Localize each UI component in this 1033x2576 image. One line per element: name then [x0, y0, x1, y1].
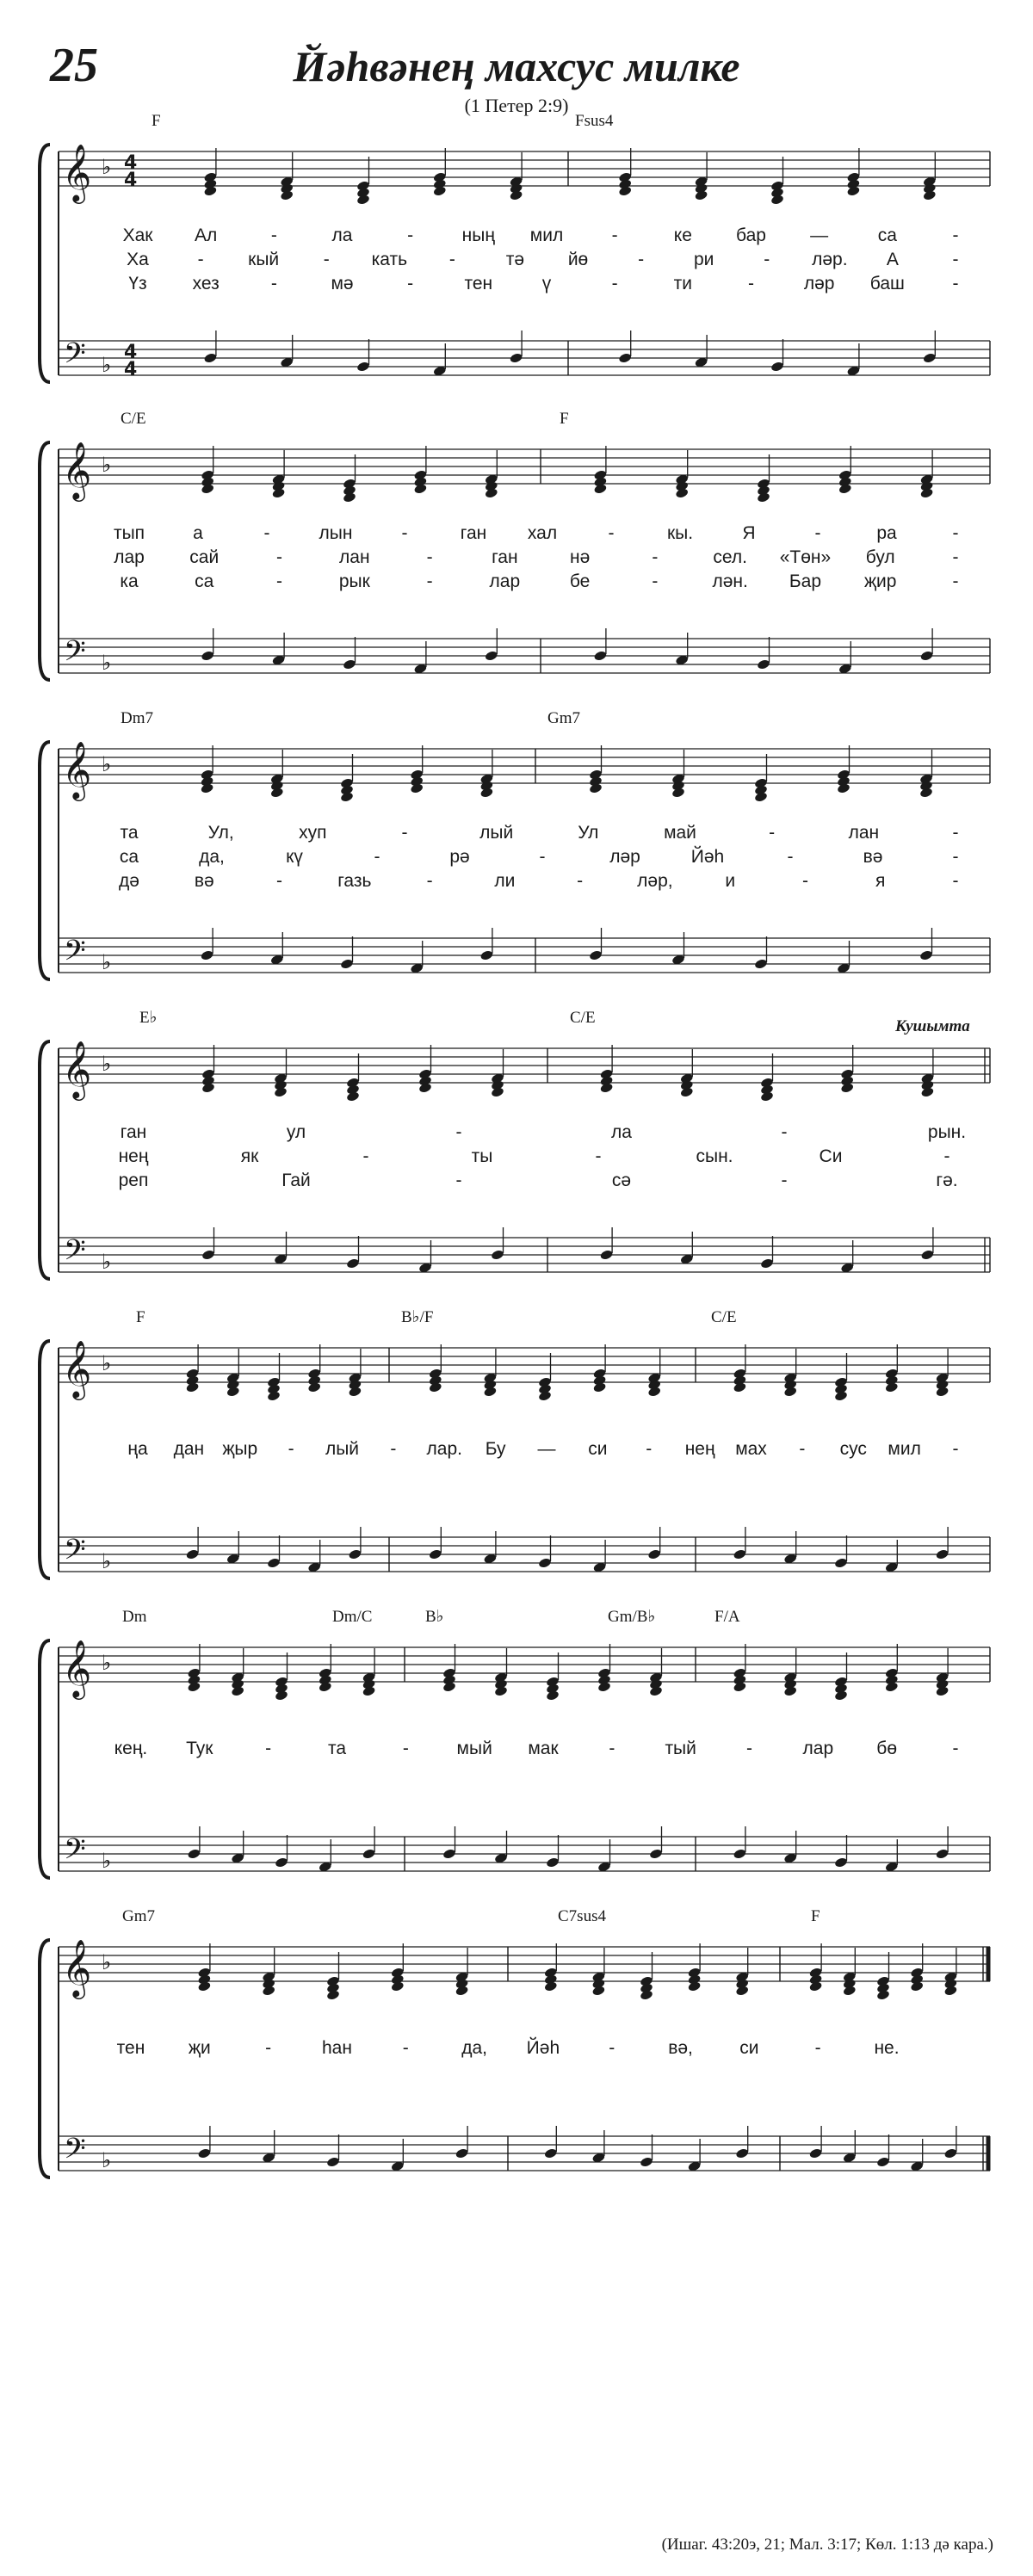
bass-notehead: [187, 1848, 201, 1859]
bass-notehead: [647, 1548, 661, 1560]
lyric-syllable: -: [769, 823, 776, 843]
rehearsal-mark: Кушымта: [895, 1017, 970, 1035]
lyric-syllable: -: [270, 274, 277, 293]
lyric-syllable: рык: [338, 571, 370, 591]
bass-clef-icon: 𝄢: [64, 1534, 86, 1573]
footnote-references: (Ишаг. 43:20э, 21; Мал. 3:17; Көл. 1:13 дә кара.): [661, 2536, 993, 2554]
lyric-syllable: Ал: [195, 225, 218, 245]
lyric-syllable: Йәһ: [690, 847, 725, 867]
lyric-syllable: ү: [541, 274, 552, 293]
lyric-syllable: -: [609, 2038, 615, 2058]
lyric-syllable: сын.: [696, 1146, 733, 1166]
lyric-syllable: нең: [118, 1146, 149, 1166]
lyric-syllable: да,: [461, 2038, 487, 2058]
lyric-syllable: -: [197, 250, 204, 269]
bass-notehead: [203, 352, 217, 363]
lyric-syllable: -: [270, 225, 277, 245]
bass-notehead: [599, 1249, 613, 1260]
lyric-syllable: -: [611, 274, 618, 293]
lyric-syllable: Бу: [485, 1439, 506, 1459]
lyric-syllable: Си: [819, 1146, 843, 1166]
lyric-syllable: тә: [505, 250, 525, 269]
lyric-syllable: -: [577, 871, 584, 891]
lyric-syllable: -: [276, 871, 283, 891]
lyric-syllable: -: [952, 823, 959, 843]
lyric-syllable: лын: [319, 523, 353, 543]
bass-notehead: [733, 1548, 746, 1560]
bass-notehead: [640, 2156, 653, 2167]
lyric-syllable: ләр: [609, 847, 640, 867]
bass-notehead: [479, 949, 493, 961]
bass-clef-icon: 𝄢: [64, 337, 86, 377]
system-bracket: [40, 442, 50, 680]
bass-notehead: [770, 361, 784, 372]
hymn-title: Йәһвәнең махсус милке: [293, 42, 740, 90]
flat-icon: ♭: [102, 1849, 112, 1873]
lyric-syllable: -: [652, 547, 659, 567]
chord-symbol: F: [136, 1308, 145, 1326]
system-bracket: [40, 145, 50, 382]
lyric-syllable: җи: [188, 2038, 211, 2058]
flat-icon: ♭: [102, 1651, 112, 1675]
lyric-syllable: лый: [325, 1439, 360, 1459]
bass-notehead: [343, 658, 356, 670]
lyric-syllable: тен: [116, 2038, 145, 2058]
flat-icon: ♭: [102, 2148, 112, 2172]
lyric-syllable: -: [426, 571, 433, 591]
chord-symbol: E♭: [139, 1009, 158, 1027]
lyric-syllable: -: [402, 1739, 409, 1758]
bass-notehead: [760, 1257, 774, 1269]
lyric-syllable: -: [455, 1122, 462, 1142]
lyric-syllable: -: [374, 847, 380, 867]
lyric-syllable: -: [952, 847, 959, 867]
lyric-syllable: -: [265, 1739, 272, 1758]
lyric-syllable: не.: [874, 2038, 900, 2058]
bass-notehead: [356, 361, 370, 372]
lyric-syllable: си: [588, 1439, 608, 1459]
lyric-syllable: ган: [120, 1122, 147, 1142]
lyric-syllable: -: [952, 523, 959, 543]
lyric-syllable: -: [801, 871, 808, 891]
lyric-syllable: лан: [339, 547, 370, 567]
lyric-syllable: гә.: [936, 1171, 958, 1190]
lyric-syllable: -: [609, 1739, 615, 1758]
flat-icon: ♭: [102, 453, 112, 477]
bass-notehead: [757, 658, 770, 670]
lyric-syllable: кый: [248, 250, 280, 269]
lyric-syllable: са: [195, 571, 214, 591]
treble-clef-icon: 𝄞: [62, 1639, 92, 1697]
lyric-syllable: нә: [569, 547, 591, 567]
bass-clef-icon: 𝄢: [64, 935, 86, 974]
lyric-syllable: -: [401, 523, 408, 543]
lyric-syllable: -: [814, 2038, 821, 2058]
lyric-syllable: -: [426, 871, 433, 891]
treble-clef-icon: 𝄞: [62, 1938, 92, 1997]
bass-notehead: [618, 352, 632, 363]
bass-notehead: [267, 1557, 281, 1568]
lyric-syllable: Ул,: [207, 823, 234, 843]
flat-icon: ♭: [102, 950, 112, 974]
lyric-syllable: -: [407, 274, 414, 293]
lyric-syllable: -: [608, 523, 615, 543]
lyric-syllable: ләр,: [637, 871, 673, 891]
lyric-syllable: и: [725, 871, 736, 891]
bass-notehead: [546, 1856, 560, 1868]
bass-notehead: [834, 1856, 848, 1868]
flat-icon: ♭: [102, 651, 112, 675]
bass-notehead: [275, 1856, 288, 1868]
lyric-syllable: А: [886, 250, 899, 269]
lyric-syllable: мах: [735, 1439, 767, 1459]
lyric-syllable: а: [193, 523, 203, 543]
lyric-syllable: -: [263, 523, 270, 543]
time-signature-top: 4: [124, 152, 138, 174]
lyric-syllable: кы.: [666, 523, 694, 543]
lyric-syllable: -: [539, 847, 546, 867]
system-bracket: [40, 1341, 50, 1578]
lyric-syllable: кать: [371, 250, 408, 269]
system-bracket: [40, 1041, 50, 1279]
lyric-syllable: -: [814, 523, 821, 543]
chord-symbol: C/E: [570, 1009, 596, 1027]
lyric-syllable: са: [877, 225, 897, 245]
lyric-syllable: -: [952, 571, 959, 591]
lyric-syllable: -: [652, 571, 659, 591]
lyric-syllable: дан: [173, 1439, 205, 1459]
lyric-syllable: лый: [479, 823, 514, 843]
chord-symbol: B♭: [425, 1608, 444, 1626]
bass-notehead: [442, 1848, 456, 1859]
lyric-syllable: та: [120, 823, 139, 843]
lyric-syllable: Хак: [122, 225, 153, 245]
lyric-syllable: ра: [876, 523, 897, 543]
bass-notehead: [919, 949, 933, 961]
bass-notehead: [340, 958, 354, 969]
lyric-syllable: -: [448, 250, 455, 269]
lyric-syllable: -: [952, 225, 959, 245]
lyric-syllable: -: [288, 1439, 294, 1459]
lyric-syllable: -: [952, 1439, 959, 1459]
lyric-syllable: Я: [742, 523, 756, 543]
treble-clef-icon: 𝄞: [62, 740, 92, 799]
lyric-syllable: -: [638, 250, 645, 269]
lyric-syllable: ләр: [803, 274, 835, 293]
lyric-syllable: Гай: [281, 1171, 311, 1190]
system-bracket: [40, 1640, 50, 1878]
bass-notehead: [538, 1557, 552, 1568]
lyric-syllable: рын.: [927, 1122, 967, 1142]
treble-clef-icon: 𝄞: [62, 1339, 92, 1398]
lyric-syllable: Ха: [127, 250, 149, 269]
bass-notehead: [808, 2147, 822, 2159]
chord-symbol: Fsus4: [575, 112, 614, 130]
lyric-syllable: Йәһ: [526, 2038, 560, 2058]
lyric-syllable: сус: [839, 1439, 867, 1459]
lyric-syllable: ри: [693, 250, 714, 269]
lyric-syllable: тен: [464, 274, 493, 293]
chord-symbol: F: [560, 410, 569, 428]
bass-notehead: [509, 352, 523, 363]
lyric-syllable: -: [952, 1739, 959, 1758]
lyric-syllable: -: [276, 547, 283, 567]
chord-symbol: B♭/F: [401, 1308, 434, 1326]
lyric-syllable: мә: [331, 274, 354, 293]
bass-notehead: [185, 1548, 199, 1560]
flat-icon: ♭: [102, 1052, 112, 1076]
lyric-syllable: хал: [527, 523, 558, 543]
lyric-syllable: -: [787, 847, 794, 867]
bass-notehead: [943, 2147, 957, 2159]
chord-symbol: F: [811, 1907, 820, 1925]
lyric-syllable: Үз: [128, 274, 147, 293]
lyric-syllable: «Төн»: [779, 547, 832, 567]
lyric-syllable: -: [362, 1146, 369, 1166]
lyric-syllable: лан: [848, 823, 880, 843]
bass-notehead: [201, 650, 214, 661]
lyric-syllable: —: [810, 225, 829, 245]
lyric-syllable: -: [401, 823, 408, 843]
lyric-syllable: -: [595, 1146, 602, 1166]
lyric-syllable: як: [240, 1146, 259, 1166]
bass-clef-icon: 𝄢: [64, 1833, 86, 1873]
lyric-syllable: баш: [869, 274, 905, 293]
bass-notehead: [429, 1548, 442, 1560]
lyric-syllable: -: [748, 274, 754, 293]
lyric-syllable: -: [276, 571, 283, 591]
bass-notehead: [923, 352, 937, 363]
lyric-syllable: си: [739, 2038, 759, 2058]
bass-notehead: [455, 2147, 468, 2159]
flat-icon: ♭: [102, 1549, 112, 1573]
lyric-syllable: лар: [114, 547, 145, 567]
lyric-syllable: лар.: [426, 1439, 462, 1459]
lyric-syllable: -: [952, 871, 959, 891]
bass-notehead: [326, 2156, 340, 2167]
bass-notehead: [834, 1557, 848, 1568]
bass-notehead: [200, 949, 213, 961]
lyric-syllable: вә: [194, 871, 214, 891]
lyric-syllable: -: [407, 225, 414, 245]
lyric-syllable: хез: [192, 274, 220, 293]
chord-symbol: F/A: [714, 1608, 740, 1626]
lyric-syllable: -: [952, 274, 959, 293]
bass-clef-icon: 𝄢: [64, 1234, 86, 1274]
lyric-syllable: сай: [189, 547, 220, 567]
bass-notehead: [876, 2156, 890, 2167]
lyric-syllable: ган: [492, 547, 518, 567]
lyric-syllable: -: [426, 547, 433, 567]
lyric-syllable: рә: [449, 847, 470, 867]
system-bracket: [40, 1940, 50, 2178]
lyric-syllable: -: [781, 1122, 788, 1142]
system-bracket: [40, 742, 50, 979]
lyric-syllable: Ул: [578, 823, 599, 843]
lyric-syllable: хуп: [299, 823, 327, 843]
bass-notehead: [485, 650, 498, 661]
lyric-syllable: лән.: [712, 571, 748, 591]
lyric-syllable: вә: [863, 847, 883, 867]
lyric-syllable: нең: [684, 1439, 715, 1459]
bass-notehead: [593, 650, 607, 661]
time-signature-top: 4: [124, 342, 138, 363]
lyric-syllable: реп: [118, 1171, 149, 1190]
lyric-syllable: бе: [569, 571, 591, 591]
flat-icon: ♭: [102, 1250, 112, 1274]
bass-notehead: [735, 2147, 749, 2159]
bass-notehead: [348, 1548, 362, 1560]
bass-notehead: [346, 1257, 360, 1269]
lyric-syllable: ты: [471, 1146, 493, 1166]
flat-icon: ♭: [102, 1351, 112, 1375]
lyric-syllable: -: [746, 1739, 752, 1758]
lyric-syllable: ке: [673, 225, 692, 245]
bass-notehead: [733, 1848, 746, 1859]
lyric-syllable: бар: [736, 225, 766, 245]
bass-notehead: [362, 1848, 375, 1859]
flat-icon: ♭: [102, 1950, 112, 1974]
lyric-syllable: йө: [567, 250, 589, 269]
lyric-syllable: -: [943, 1146, 950, 1166]
lyric-syllable: ка: [120, 571, 139, 591]
lyric-syllable: сә: [611, 1171, 632, 1190]
chord-symbol: Dm: [122, 1608, 147, 1626]
treble-clef-icon: 𝄞: [62, 1040, 92, 1098]
lyric-syllable: мил: [888, 1439, 921, 1459]
lyric-syllable: ләр.: [812, 250, 848, 269]
flat-icon: ♭: [102, 752, 112, 776]
lyric-syllable: да,: [199, 847, 225, 867]
chord-symbol: Dm/C: [332, 1608, 373, 1626]
chord-symbol: Gm7: [122, 1907, 155, 1925]
chord-symbol: C/E: [711, 1308, 737, 1326]
treble-clef-icon: 𝄞: [62, 441, 92, 499]
chord-symbol: Gm/B♭: [608, 1608, 656, 1626]
lyric-syllable: -: [611, 225, 618, 245]
chord-symbol: F: [152, 112, 161, 130]
lyric-syllable: дә: [119, 871, 139, 891]
lyric-syllable: -: [781, 1171, 788, 1190]
bass-notehead: [491, 1249, 504, 1260]
lyric-syllable: кү: [286, 847, 303, 867]
lyric-syllable: мый: [456, 1739, 492, 1758]
lyric-syllable: сел.: [713, 547, 747, 567]
flat-icon: ♭: [102, 155, 112, 179]
lyric-syllable: кең.: [114, 1739, 148, 1758]
bass-notehead: [544, 2147, 558, 2159]
lyric-syllable: -: [402, 2038, 409, 2058]
lyric-syllable: мак: [528, 1739, 559, 1758]
time-signature-bottom: 4: [124, 359, 138, 380]
lyric-syllable: ңа: [127, 1439, 148, 1459]
lyric-syllable: лар: [802, 1739, 834, 1758]
lyric-syllable: -: [323, 250, 330, 269]
lyric-syllable: -: [265, 2038, 272, 2058]
lyric-syllable: ның: [461, 225, 495, 245]
lyric-syllable: лар: [489, 571, 521, 591]
lyric-syllable: ган: [460, 523, 487, 543]
bass-clef-icon: 𝄢: [64, 635, 86, 675]
treble-clef-icon: 𝄞: [62, 143, 92, 201]
lyric-syllable: -: [455, 1171, 462, 1190]
bass-clef-icon: 𝄢: [64, 2133, 86, 2172]
bass-notehead: [935, 1548, 949, 1560]
chord-symbol: C/E: [121, 410, 146, 428]
bass-notehead: [935, 1848, 949, 1859]
lyric-syllable: бө: [876, 1739, 898, 1758]
lyric-syllable: мил: [529, 225, 564, 245]
lyric-syllable: -: [390, 1439, 397, 1459]
lyric-syllable: вә,: [668, 2038, 693, 2058]
bass-notehead: [754, 958, 768, 969]
lyric-syllable: җыр: [222, 1439, 258, 1459]
lyric-syllable: газь: [337, 871, 372, 891]
lyric-syllable: һан: [321, 2038, 352, 2058]
bass-notehead: [919, 650, 933, 661]
lyric-syllable: ти: [673, 274, 693, 293]
bass-notehead: [920, 1249, 934, 1260]
chord-symbol: Dm7: [121, 709, 153, 727]
chord-symbol: C7sus4: [558, 1907, 606, 1925]
lyric-syllable: Бар: [789, 571, 822, 591]
lyric-syllable: -: [799, 1439, 806, 1459]
lyric-syllable: тый: [665, 1739, 696, 1758]
lyric-syllable: ла: [331, 225, 353, 245]
time-signature-bottom: 4: [124, 170, 138, 191]
bass-notehead: [197, 2147, 211, 2159]
lyric-syllable: ли: [494, 871, 516, 891]
flat-icon: ♭: [102, 353, 112, 377]
lyric-syllable: җир: [863, 571, 897, 591]
bass-notehead: [201, 1249, 215, 1260]
lyric-syllable: —: [537, 1439, 556, 1459]
lyric-syllable: тып: [113, 523, 145, 543]
lyric-syllable: Тук: [186, 1739, 213, 1758]
lyric-syllable: -: [952, 250, 959, 269]
lyric-syllable: ла: [611, 1122, 632, 1142]
bass-notehead: [649, 1848, 663, 1859]
scripture-reference: (1 Петер 2:9): [464, 95, 569, 116]
lyric-syllable: -: [646, 1439, 653, 1459]
lyric-syllable: са: [119, 847, 139, 867]
lyric-syllable: ул: [286, 1122, 306, 1142]
hymn-number: 25: [50, 39, 98, 92]
lyric-syllable: -: [952, 547, 959, 567]
chord-symbol: Gm7: [547, 709, 580, 727]
lyric-syllable: я: [875, 871, 886, 891]
lyric-syllable: та: [327, 1739, 347, 1758]
lyric-syllable: -: [764, 250, 770, 269]
bass-notehead: [589, 949, 603, 961]
lyric-syllable: май: [664, 823, 696, 843]
lyric-syllable: бул: [865, 547, 895, 567]
